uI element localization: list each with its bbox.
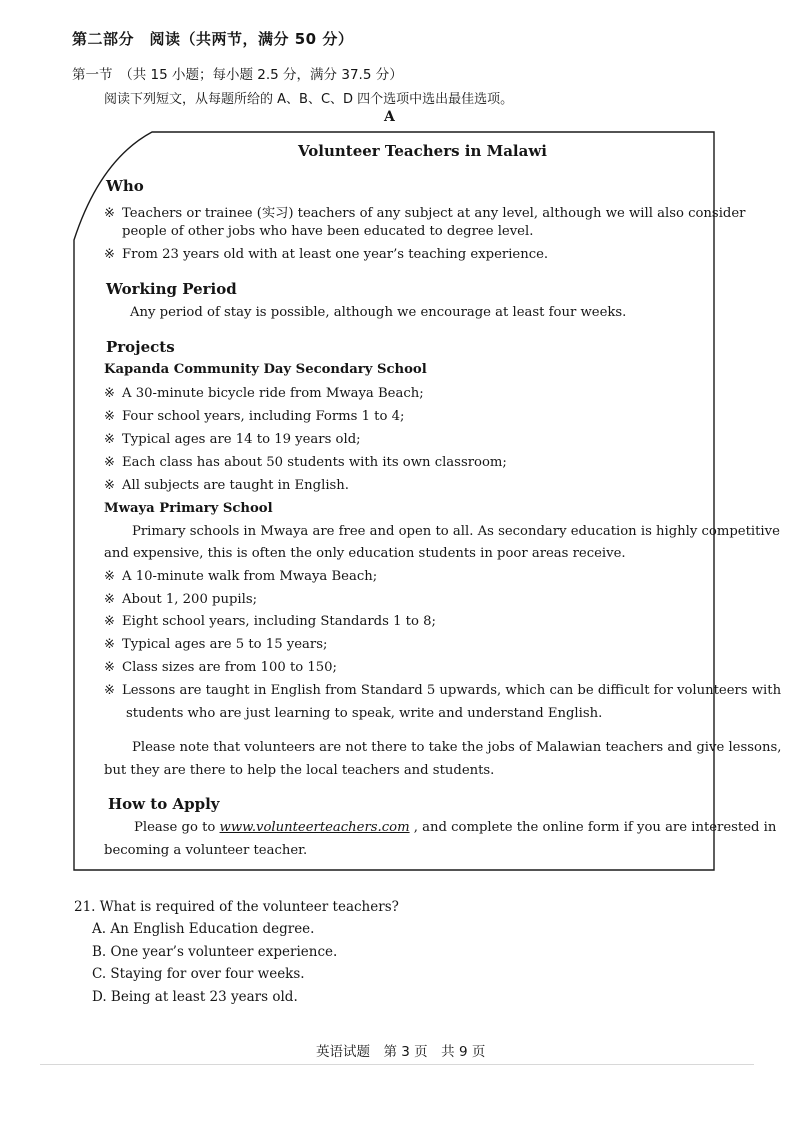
mwaya-school-name: Mwaya Primary School xyxy=(104,501,273,516)
page-footer: 英语试题 第 3 页 共 9 页 xyxy=(316,1044,486,1060)
kapanda-item: ※ Typical ages are 14 to 19 years old; xyxy=(104,432,361,447)
bullet-mark: ※ xyxy=(104,592,116,607)
note-line-1: Please note that volunteers are not there to take the jobs of Malawian teachers and give lessons, xyxy=(132,740,782,755)
mwaya-intro-1: Primary schools in Mwaya are free and open to all. As secondary education is highly competitive xyxy=(132,524,780,539)
section-title: 第二部分 阅读（共两节，满分 50 分） xyxy=(72,30,354,48)
option-a[interactable]: A. An English Education degree. xyxy=(92,921,315,937)
bullet-mark: ※ xyxy=(104,206,116,221)
option-d[interactable]: D. Being at least 23 years old. xyxy=(92,989,298,1005)
bullet-mark: ※ xyxy=(104,683,116,698)
mwaya-item: ※ Typical ages are 5 to 15 years; xyxy=(104,637,328,652)
mwaya-item: ※ About 1, 200 pupils; xyxy=(104,592,258,607)
kapanda-item: ※ All subjects are taught in English. xyxy=(104,478,349,493)
bullet-mark: ※ xyxy=(104,614,116,629)
mwaya-item-cont: students who are just learning to speak, write and understand English. xyxy=(126,706,603,721)
how-to-apply-heading: How to Apply xyxy=(108,795,220,813)
bullet-mark: ※ xyxy=(104,386,116,401)
website-link[interactable]: www.volunteerteachers.com xyxy=(219,820,410,835)
working-period-text: Any period of stay is possible, although we encourage at least four weeks. xyxy=(130,305,627,320)
kapanda-item: ※ A 30-minute bicycle ride from Mwaya Beach; xyxy=(104,386,424,401)
bullet-mark: ※ xyxy=(104,569,116,584)
bullet-mark: ※ xyxy=(104,660,116,675)
instructions: 阅读下列短文，从每题所给的 A、B、C、D 四个选项中选出最佳选项。 xyxy=(104,92,514,107)
bullet-mark: ※ xyxy=(104,455,116,470)
who-item-2: ※ From 23 years old with at least one year’s teaching experience. xyxy=(104,247,549,262)
working-period-heading: Working Period xyxy=(106,280,237,298)
kapanda-school-name: Kapanda Community Day Secondary School xyxy=(104,362,427,377)
mwaya-intro-2: and expensive, this is often the only education students in poor areas receive. xyxy=(104,546,626,561)
bullet-mark: ※ xyxy=(104,637,116,652)
passage-title: Volunteer Teachers in Malawi xyxy=(298,142,547,160)
who-heading: Who xyxy=(106,177,144,195)
mwaya-item: ※ Eight school years, including Standards 1 to 8; xyxy=(104,614,436,629)
mwaya-item: ※ Lessons are taught in English from Standard 5 upwards, which can be difficult for volunteers with xyxy=(104,683,782,698)
projects-heading: Projects xyxy=(106,338,175,356)
footer-divider xyxy=(40,1064,754,1065)
who-item-1-cont: people of other jobs who have been educated to degree level. xyxy=(122,224,534,239)
option-b[interactable]: B. One year’s volunteer experience. xyxy=(92,944,338,960)
kapanda-item: ※ Four school years, including Forms 1 to 4; xyxy=(104,409,405,424)
mwaya-item: ※ Class sizes are from 100 to 150; xyxy=(104,660,337,675)
who-item-1: ※ Teachers or trainee (实习) teachers of any subject at any level, although we will also consider xyxy=(104,206,746,221)
passage-letter: A xyxy=(384,109,395,125)
kapanda-item: ※ Each class has about 50 students with its own classroom; xyxy=(104,455,507,470)
subsection-title: 第一节 （共 15 小题；每小题 2.5 分，满分 37.5 分） xyxy=(72,67,403,83)
option-c[interactable]: C. Staying for over four weeks. xyxy=(92,966,305,982)
bullet-mark: ※ xyxy=(104,478,116,493)
apply-line-2: becoming a volunteer teacher. xyxy=(104,843,308,858)
question-stem: 21. What is required of the volunteer teachers? xyxy=(74,899,399,915)
mwaya-item: ※ A 10-minute walk from Mwaya Beach; xyxy=(104,569,378,584)
bullet-mark: ※ xyxy=(104,432,116,447)
bullet-mark: ※ xyxy=(104,409,116,424)
note-line-2: but they are there to help the local teachers and students. xyxy=(104,763,495,778)
bullet-mark: ※ xyxy=(104,247,116,262)
apply-line-1: Please go to www.volunteerteachers.com , and complete the online form if you are interested in xyxy=(134,820,777,835)
